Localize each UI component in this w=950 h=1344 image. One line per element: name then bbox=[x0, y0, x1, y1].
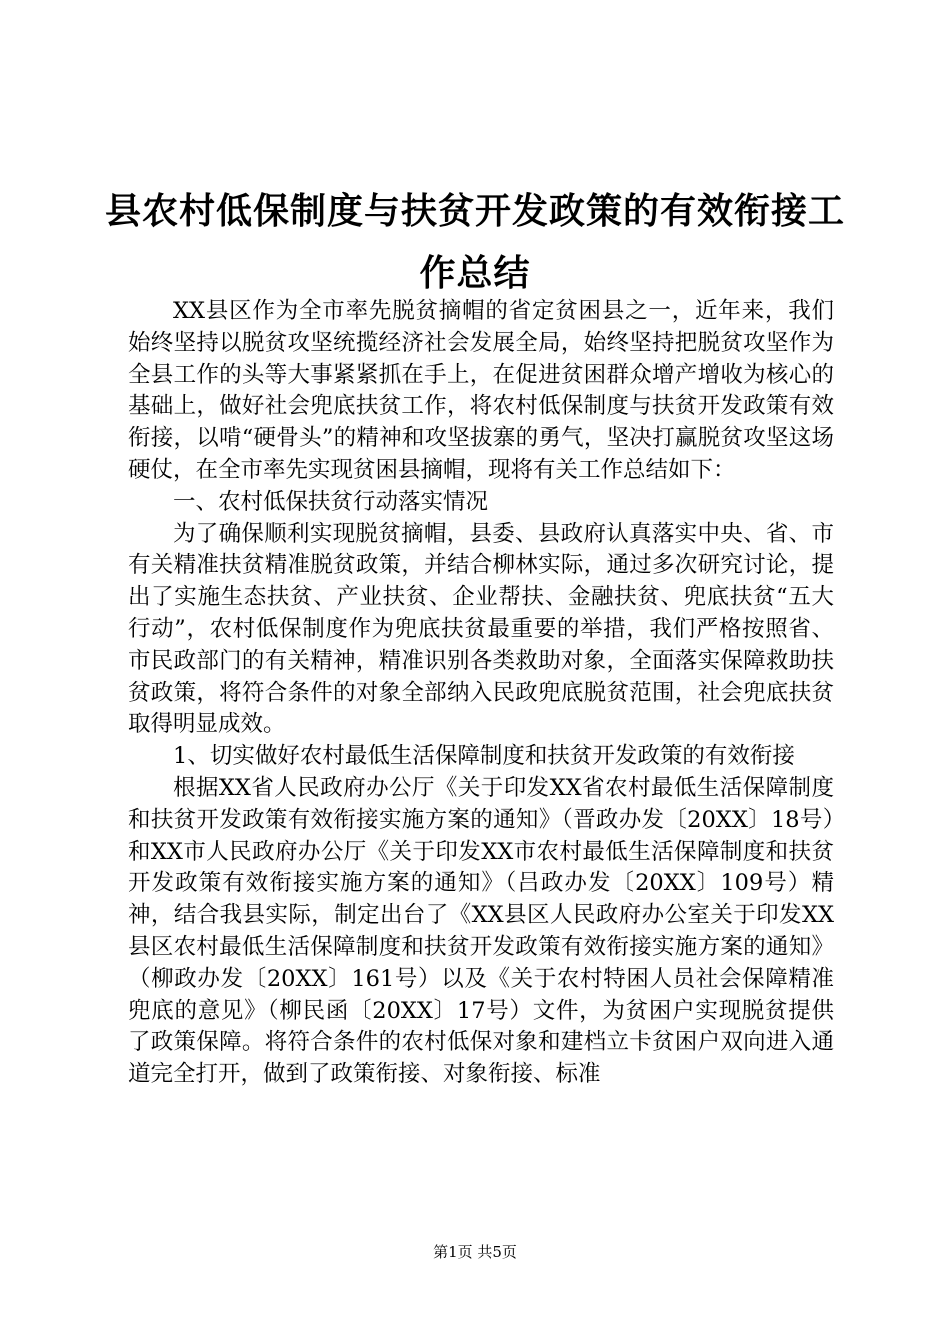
section-heading-1: 一、农村低保扶贫行动落实情况 bbox=[173, 488, 489, 515]
document-title: 县农村低保制度与扶贫开发政策的有效衔接工作总结 bbox=[104, 190, 845, 294]
paragraph-subsection-1: 根据XX省人民政府办公厅《关于印发XX省农村最低生活保障制度和扶贫开发政策有效衔接实施方案的通知》（晋政办发〔20XX〕18号）和XX市人民政府办公厅《关于印发XX市农村最低生活保障制度和扶贫开发政策有效衔接实施方案的通知》（吕政办发〔20XX〕109号）精神，结合我县实际，制定出台了《XX县区人民政府办公室关于印发XX县区农村最低生活保障制度和扶贫开发政策有效衔接实施方案的通知》（柳政办发〔20XX〕161号）以及《关于农村特困人员社会保障精准兜底的意见》（柳民函〔20XX〕17号）文件，为贫困户实现脱贫提供了政策保障。将符合条件的农村低保对象和建档立卡贫困户双向进入通道完全打开，做到了政策衔接、对象衔接、标准 bbox=[128, 774, 834, 1088]
paragraph-section-1: 为了确保顺利实现脱贫摘帽，县委、县政府认真落实中央、省、市有关精准扶贫精准脱贫政策，并结合柳林实际，通过多次研究讨论，提出了实施生态扶贫、产业扶贫、企业帮扶、金融扶贫、兜底扶贫“五大行动”，农村低保制度作为兜底扶贫最重要的举措，我们严格按照省、市民政部门的有关精神，精准识别各类救助对象，全面落实保障救助扶贫政策，将符合条件的对象全部纳入民政兜底脱贫范围，社会兜底扶贫取得明显成效。 bbox=[128, 520, 834, 738]
page-number-footer: 第1页 共5页 bbox=[433, 1243, 517, 1261]
paragraph-intro: XX县区作为全市率先脱贫摘帽的省定贫困县之一，近年来，我们始终坚持以脱贫攻坚统揽经济社会发展全局，始终坚持把脱贫攻坚作为全县工作的头等大事紧紧抓在手上，在促进贫困群众增产增收为核心的基础上，做好社会兜底扶贫工作，将农村低保制度与扶贫开发政策有效衔接，以啃“硬骨头”的精神和攻坚拔寨的勇气，坚决打赢脱贫攻坚这场硬仗，在全市率先实现贫困县摘帽，现将有关工作总结如下： bbox=[128, 298, 834, 483]
subsection-heading-1: 1、切实做好农村最低生活保障制度和扶贫开发政策的有效衔接 bbox=[173, 743, 795, 770]
document-body bbox=[128, 296, 834, 1091]
